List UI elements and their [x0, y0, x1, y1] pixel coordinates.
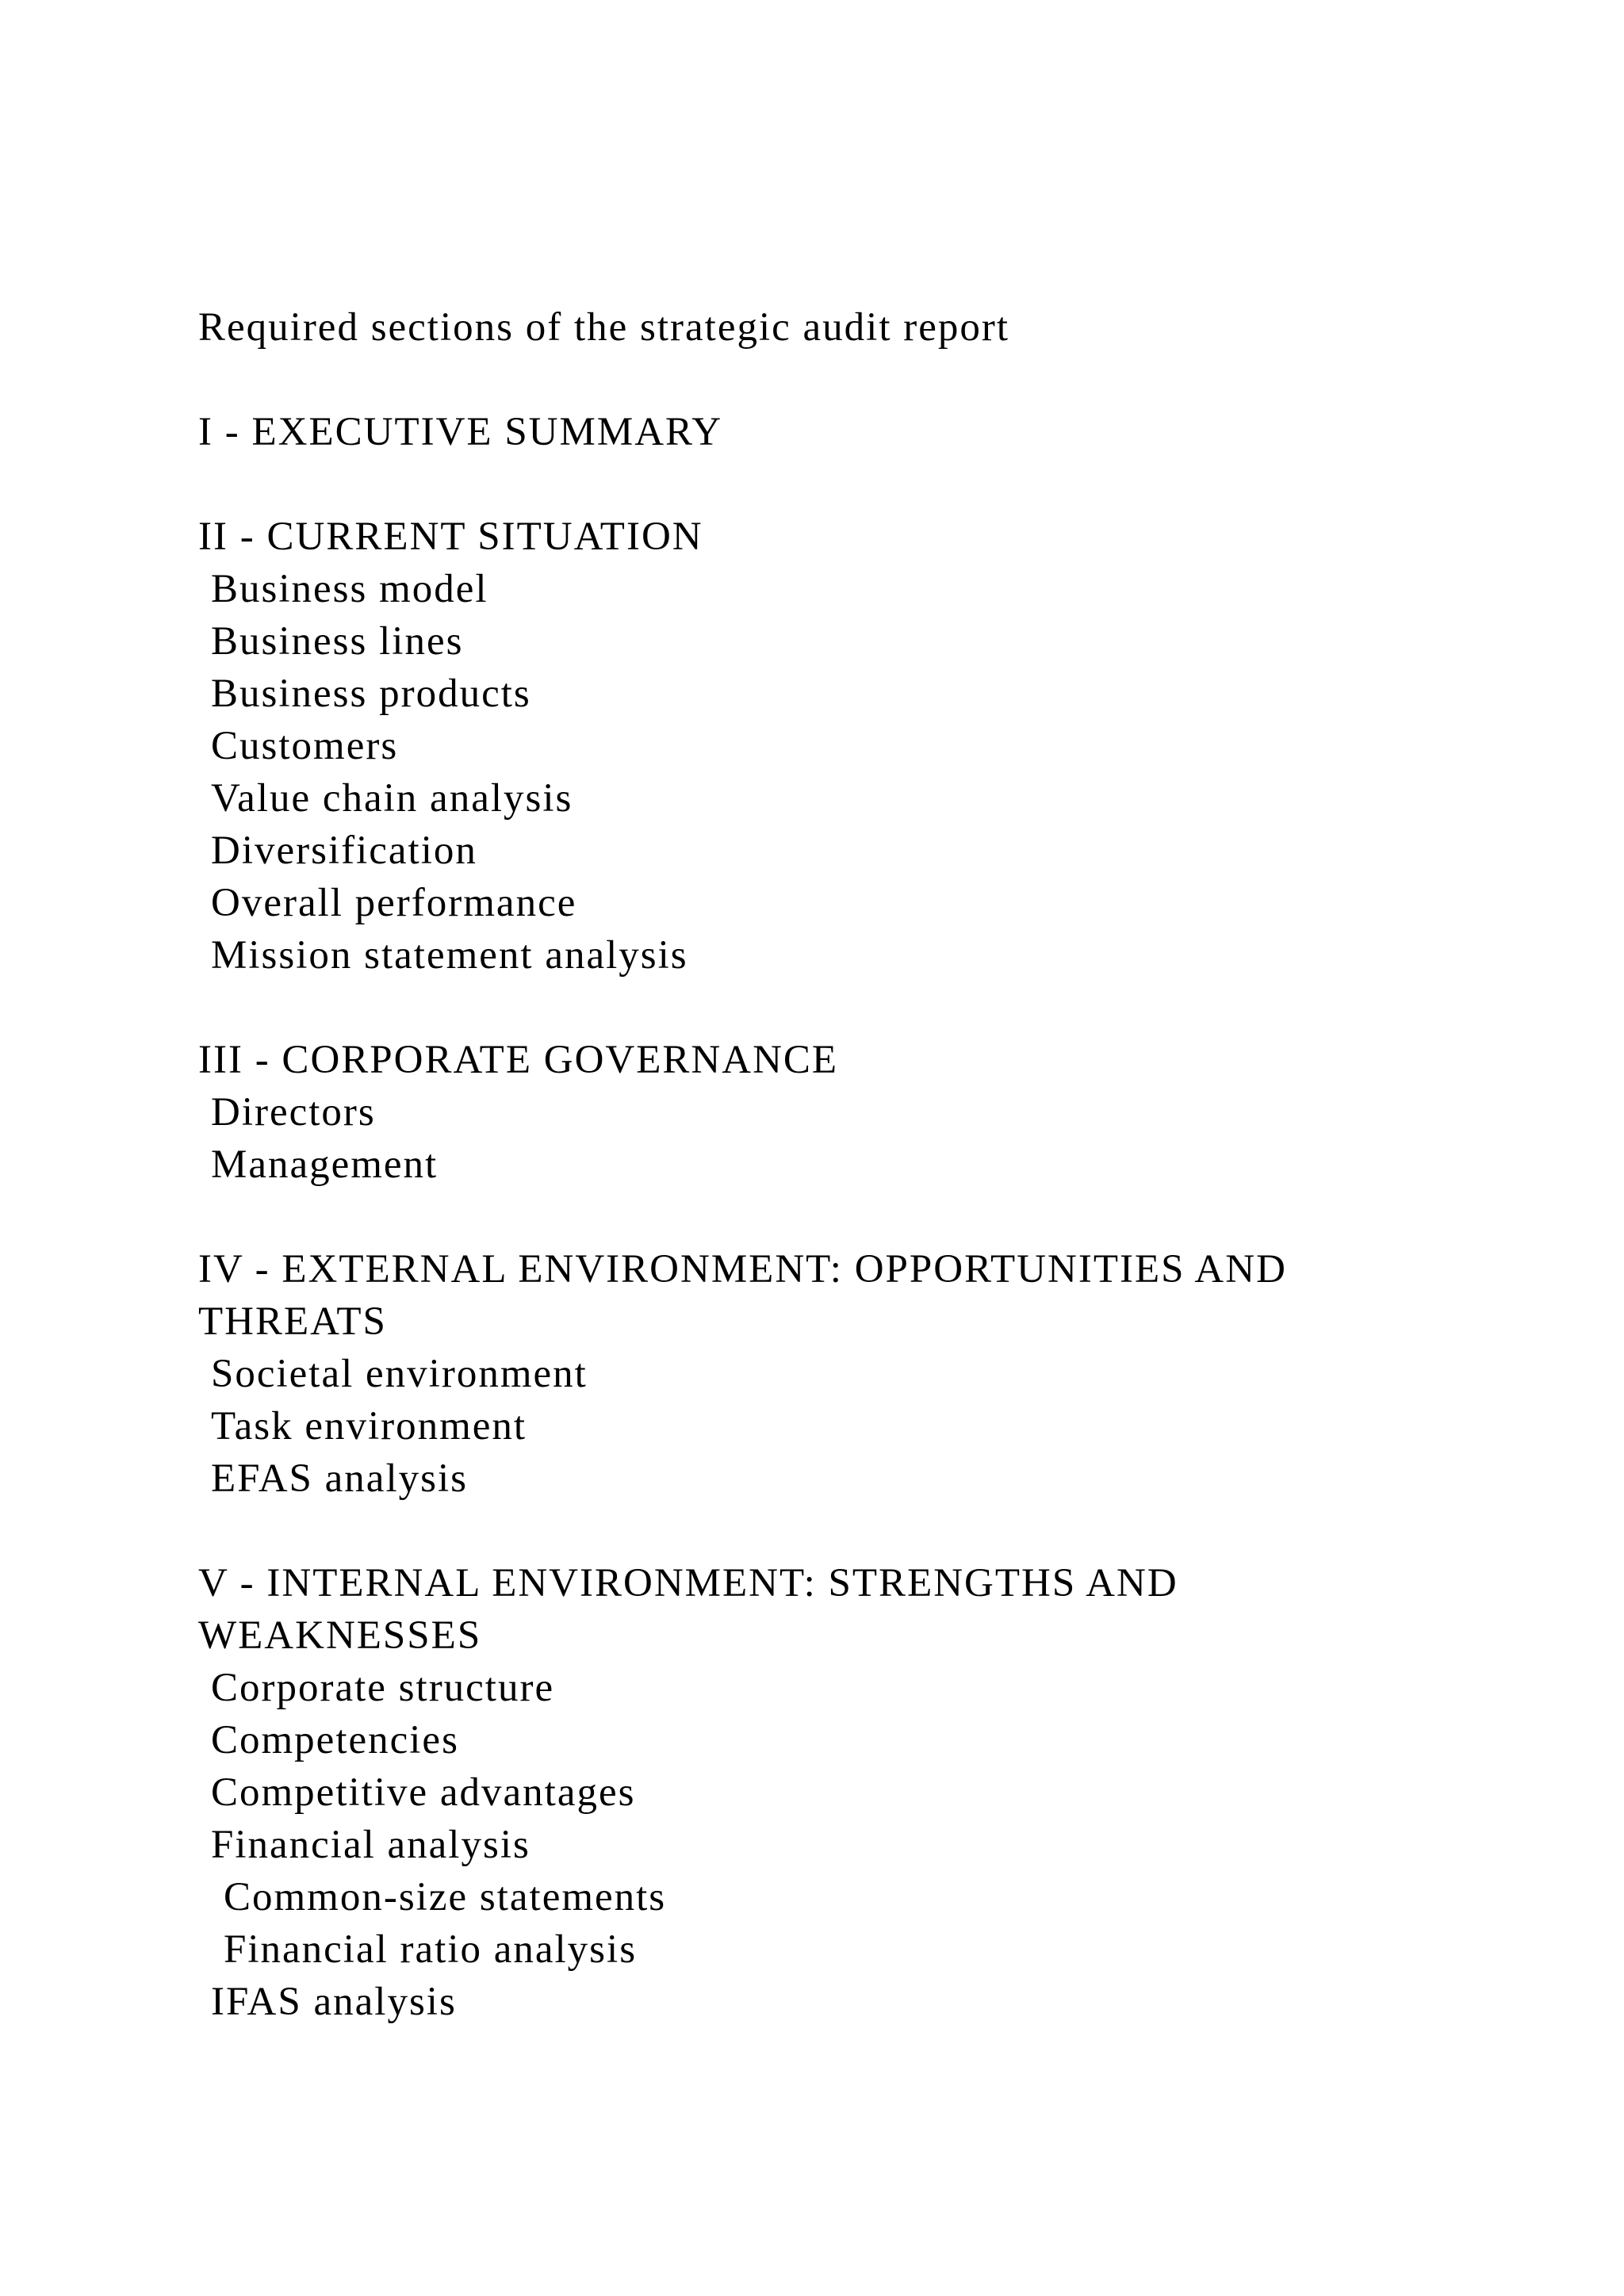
list-item: Value chain analysis	[211, 776, 573, 821]
list-item: Societal environment	[211, 1352, 588, 1396]
spacer	[198, 1191, 1546, 1243]
list-item: Corporate structure	[211, 1666, 555, 1710]
list-item: Financial analysis	[211, 1823, 530, 1867]
list-item: Competencies	[211, 1718, 459, 1762]
list-item: IFAS analysis	[211, 1980, 457, 2024]
document-title: Required sections of the strategic audit report	[198, 305, 1010, 350]
spacer	[198, 982, 1546, 1034]
list-item: Business products	[211, 672, 531, 716]
spacer	[198, 354, 1546, 406]
list-item: EFAS analysis	[211, 1456, 468, 1501]
list-item: Management	[211, 1142, 439, 1187]
list-item: Overall performance	[211, 881, 577, 925]
section-heading-internal-environment-cont: WEAKNESSES	[198, 1613, 482, 1658]
spacer	[198, 1505, 1546, 1557]
sub-list-item: Financial ratio analysis	[224, 1927, 638, 1972]
section-heading-corporate-governance: III - CORPORATE GOVERNANCE	[198, 1038, 839, 1082]
sub-list-item: Common-size statements	[224, 1875, 667, 1919]
section-heading-current-situation: II - CURRENT SITUATION	[198, 515, 703, 559]
list-item: Directors	[211, 1090, 376, 1135]
spacer	[198, 458, 1546, 511]
list-item: Competitive advantages	[211, 1770, 636, 1815]
section-heading-executive-summary: I - EXECUTIVE SUMMARY	[198, 410, 723, 454]
document-body	[198, 301, 1546, 2028]
section-heading-external-environment-cont: THREATS	[198, 1299, 387, 1344]
list-item: Business model	[211, 567, 488, 611]
list-item: Diversification	[211, 828, 477, 873]
section-heading-internal-environment: V - INTERNAL ENVIRONMENT: STRENGTHS AND	[198, 1561, 1178, 1605]
list-item: Task environment	[211, 1404, 527, 1448]
list-item: Business lines	[211, 619, 464, 664]
list-item: Customers	[211, 724, 399, 768]
section-heading-external-environment: IV - EXTERNAL ENVIRONMENT: OPPORTUNITIES AND	[198, 1247, 1287, 1292]
list-item: Mission statement analysis	[211, 933, 688, 978]
